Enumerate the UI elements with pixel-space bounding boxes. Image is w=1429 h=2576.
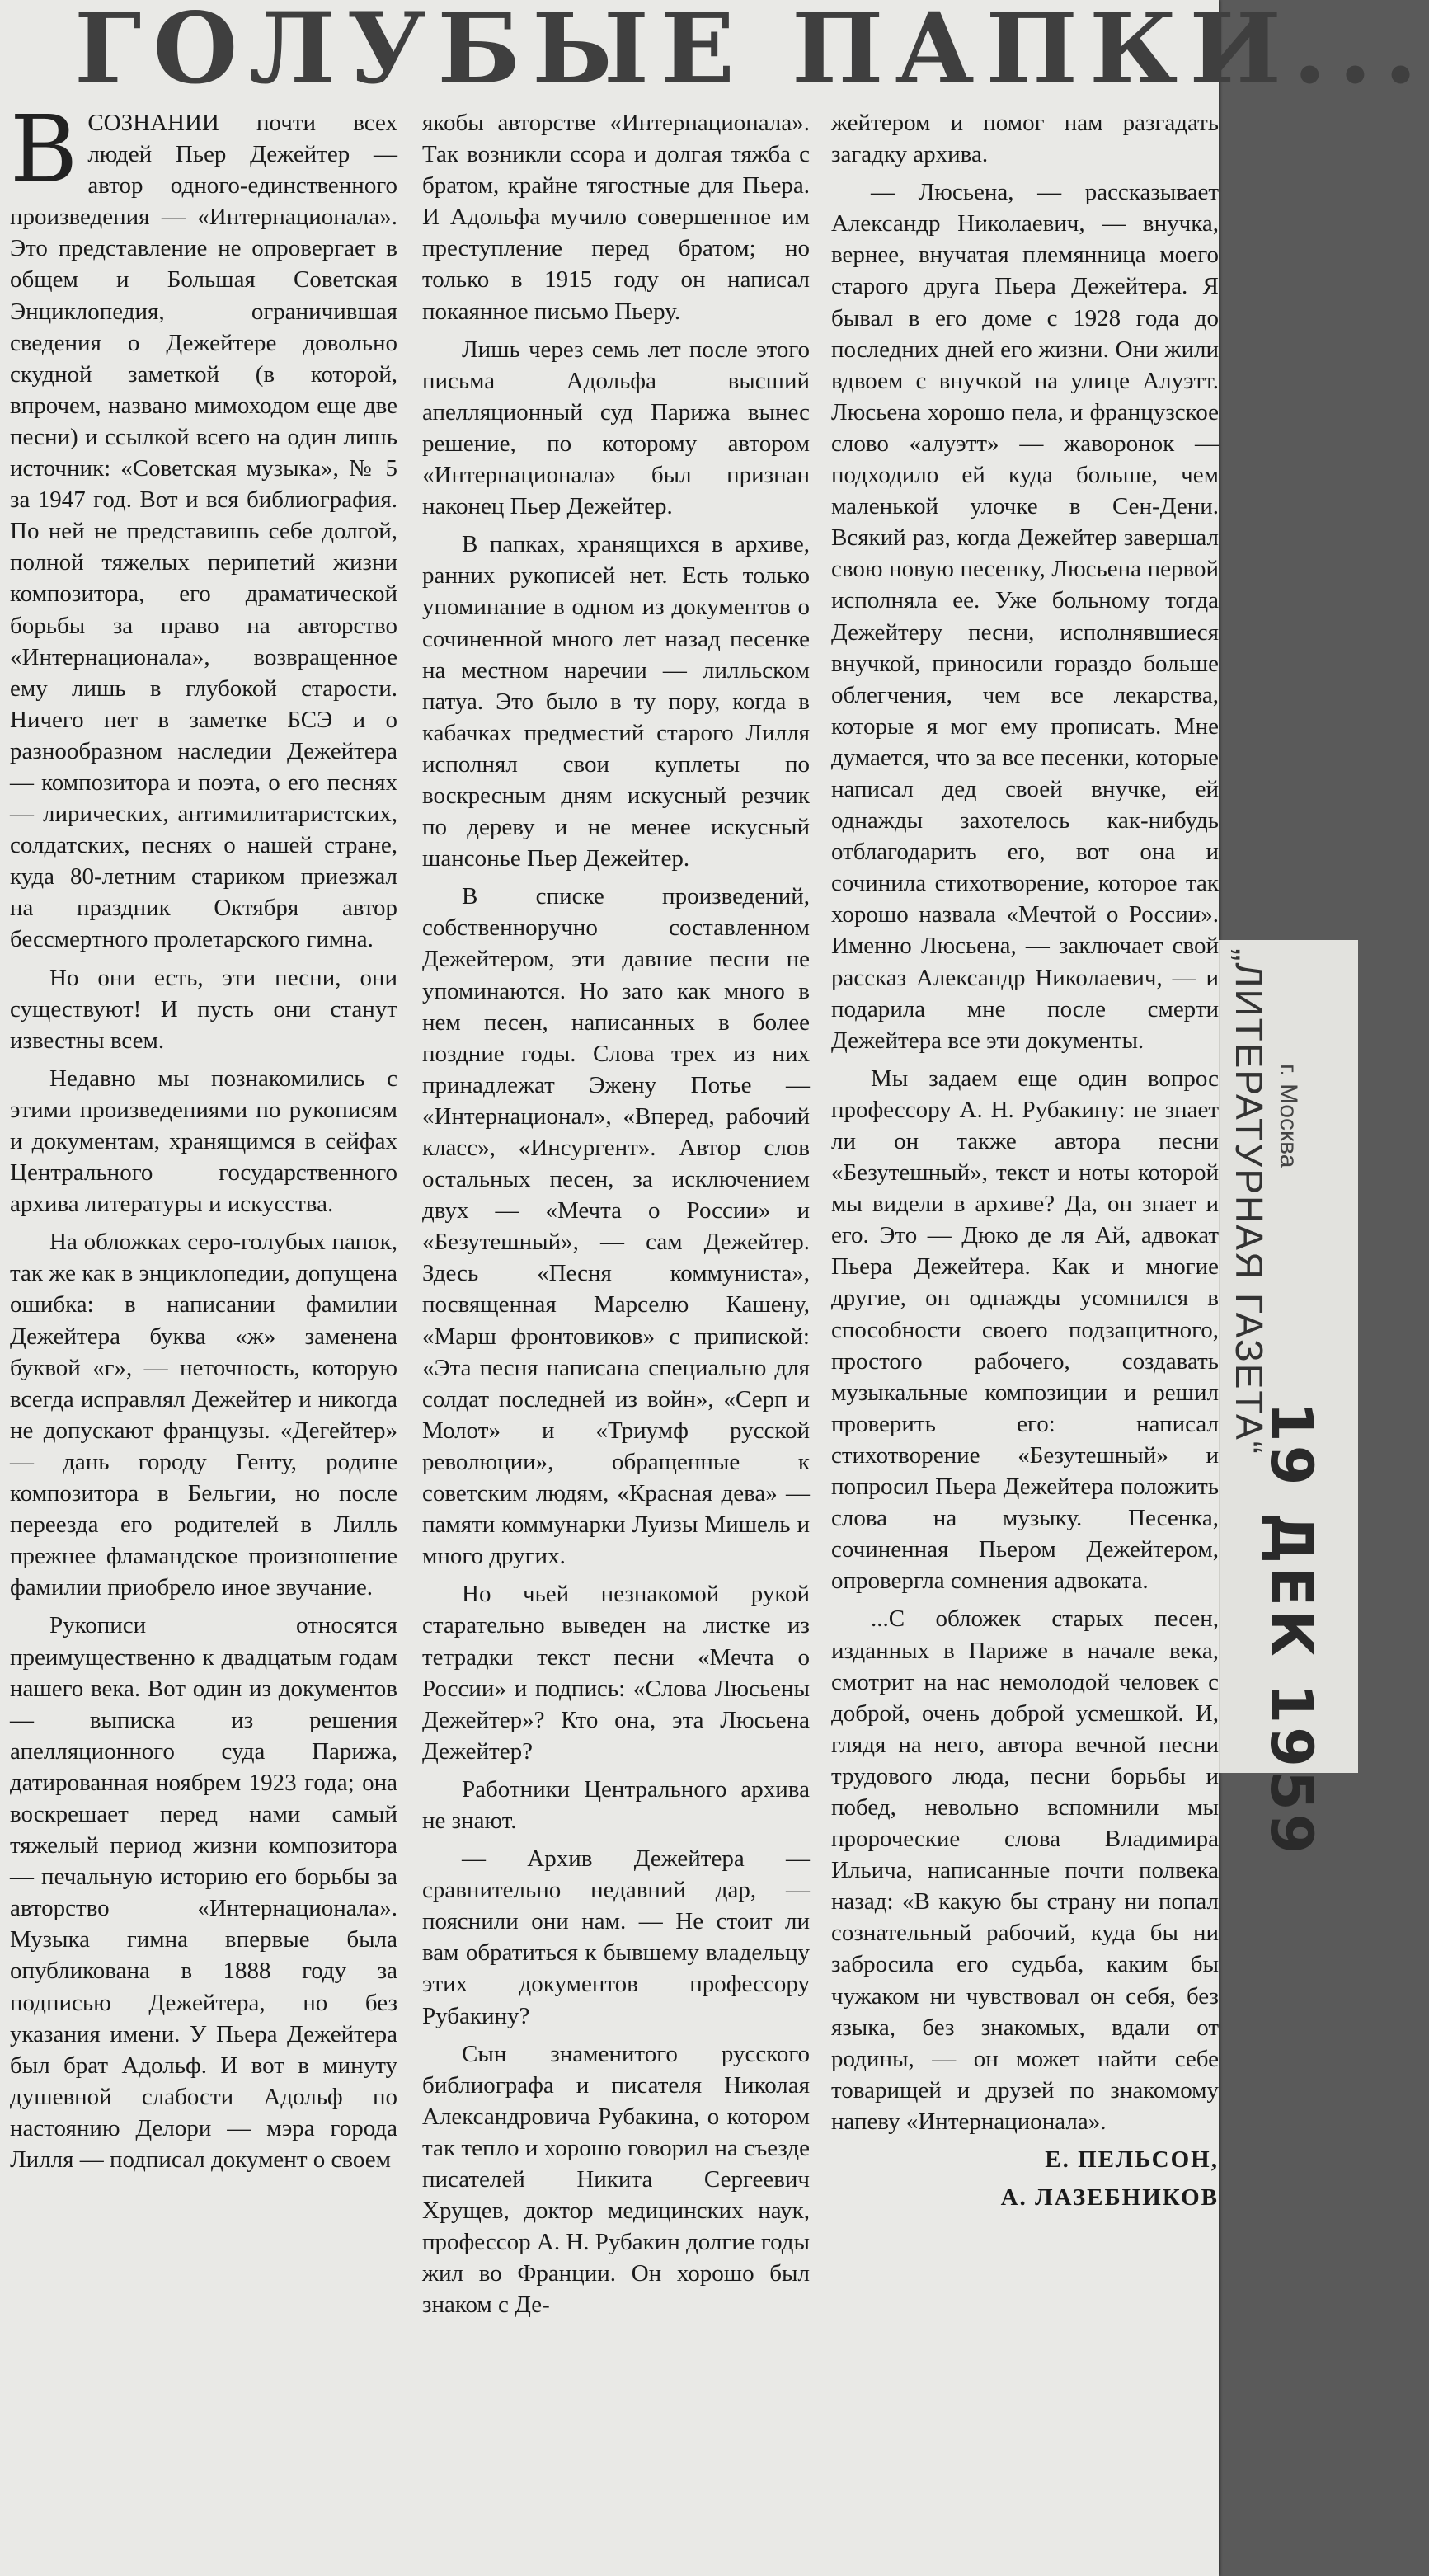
article-paragraph: Но чьей незнакомой рукой старательно выведен на листке из тетрадки текст песни «Мечта о России» и подпись: «Слова Люсьены Дежейтер»? Кто она, эта Люсьена Дежейтер? — [422, 1581, 810, 1765]
article-paragraph: В списке произведений, собственноручно составленном Дежейтером, эти давние песни не упоминаются. Но зато как много в нем песен, написанных в более поздние годы. Слова трех из них принадлежат Эжену Потье — «Интернационал», «Вперед, рабочий класс», «Инсургент». Автор слов остальных песен, за исключением двух — «Мечта о России» и «Безутешный», — сам Дежейтер. Здесь «Песня коммуниста», посвященная Марселю Кашену, «Марш фронтовиков» с припиской: «Эта песня написана специально для солдат последней из войн», «Серп и Молот» и «Триумф русской революции», обращенные к советским людям, «Красная дева» — памяти коммунарки Луизы Мишель и много других. — [422, 883, 810, 1570]
article-paragraph: Рукописи относятся преимущественно к двадцатым годам нашего века. Вот один из документов — выписка из решения апелляционного суда Парижа, датированная ноябрем 1923 года; она воскрешает перед нами самый тяжелый период жизни композитора — печальную историю его борьбы за авторство «Интернационала». Музыка гимна впервые была опубликована в 1888 году за подписью Дежейтера, но без указания имени. У Пьера Дежейтера был брат Адольф. И вот в минуту душевной слабости Адольф по настоянию Делори — мэра города Лилля — подписал документ о своем — [10, 1612, 397, 2173]
article-paragraph: — Архив Дежейтера — сравнительно недавний дар, — пояснили они нам. — Не стоит ли вам обратиться к бывшему владельцу этих документов профессору Рубакину? — [422, 1845, 810, 2029]
article-paragraph: Но они есть, эти песни, они существуют! И пусть они станут известны всем. — [10, 964, 397, 1054]
stamp-date: 19 ДЕК 1959 — [1257, 1402, 1325, 1858]
drop-cap: В — [10, 96, 78, 204]
author-signature: Е. ПЕЛЬСОН, — [1045, 2146, 1219, 2173]
article-paragraph: Работники Центрального архива не знают. — [422, 1775, 810, 1834]
article-paragraph: жейтером и помог нам разгадать загадку архива. — [831, 110, 1219, 168]
article-paragraph: ...С обложек старых песен, изданных в Париже в начале века, смотрит на нас немолодой человек с доброй, очень доброй усмешкой. И, глядя на него, автора вечной песни трудового люда, песни борьбы и побед, невольно вспомнили мы пророческие слова Владимира Ильича, написанные почти полвека назад: «В какую бы страну ни попал сознательный рабочий, куда бы ни забросила его судьба, каким бы чужаком ни чувствовал он себя, без языка, без знакомых, вдали от родины, — он может найти себе товарищей и друзей по знакомому напеву «Интернационала». — [831, 1605, 1219, 2135]
stamp-city: г. Москва — [1275, 1064, 1302, 1168]
article-paragraph: Недавно мы познакомились с этими произведениями по рукописям и документам, хранящимся в сейфах Центрального государственного архива литературы и искусства. — [10, 1065, 397, 1218]
article-paragraph: — Люсьена, — рассказывает Александр Николаевич, — внучка, вернее, внучатая племянница моего старого друга Пьера Дежейтера. Я бывал в его доме с 1928 года до последних дней его жизни. Они жили вдвоем с внучкой на улице Алуэтт. Люсьена хорошо пела, и французское слово «алуэтт» — жаворонок — подходило ей куда больше, чем маленькой улочке в Сен-Дени. Всякий раз, когда Дежейтер завершал свою новую песенку, Люсьена первой исполняла ее. Уже больному тогда Дежейтеру песни, исполнявшиеся внучкой, приносили гораздо больше облегчения, чем все лекарства, которые я мог ему прописать. Мне думается, что за все песенки, которые написал дед своей внучке, ей однажды захотелось как-нибудь отблагодарить его, вот она и сочинила стихотворение, которое так хорошо назвала «Мечтой о России». Именно Люсьена, — заключает свой рассказ Александр Николаевич, — и подарила мне после смерти Дежейтера все эти документы. — [831, 179, 1219, 1054]
article-column-2 — [422, 107, 810, 2573]
article-paragraph: В папках, хранящихся в архиве, ранних рукописей нет. Есть только упоминание в одном из документов о сочиненной много лет назад песенке на местном наречии — лилльском патуа. Это было в ту пору, когда в кабачках предместий старого Лилля исполнял свои куплеты по воскресным дням искусный резчик по дереву и не менее искусный шансонье Пьер Дежейтер. — [422, 531, 810, 872]
stamp-source: „ЛИТЕРАТУРНАЯ ГАЗЕТА“ — [1228, 948, 1271, 1455]
headline: ГОЛУБЫЕ ПАПКИ... — [74, 0, 1429, 106]
article-paragraph: якобы авторстве «Интернационала». Так возникли ссора и долгая тяжба с братом, крайне тягостные для Пьера. И Адольфа мучило совершенное им преступление перед братом; но только в 1915 году он написал покаянное письмо Пьеру. — [422, 110, 810, 325]
article-column-1 — [10, 96, 397, 2573]
article-paragraph: Сын знаменитого русского библиографа и писателя Николая Александровича Рубакина, о котором так тепло и хорошо говорил на съезде писателей Никита Сергеевич Хрущев, доктор медицинских наук, профессор А. Н. Рубакин долгие годы жил во Франции. Он хорошо был знаком с Де- — [422, 2040, 810, 2319]
article-paragraph: Лишь через семь лет после этого письма Адольфа высший апелляционный суд Парижа вынес решение, по которому автором «Интернационала» был признан наконец Пьер Дежейтер. — [422, 336, 810, 520]
article-column-3 — [831, 107, 1219, 2573]
article-paragraph: На обложках серо-голубых папок, так же как в энциклопедии, допущена ошибка: в написании фамилии Дежейтера буква «ж» заменена буквой «г», — неточность, которую всегда исправлял Дежейтер и никогда не допускают французы. «Дегейтер» — дань городу Генту, родине композитора в Бельгии, но после переезда его родителей в Лилль прежнее фламандское произношение фамилии приобрело иное звучание. — [10, 1229, 397, 1601]
article-paragraph: ВСОЗНАНИИ почти всех людей Пьер Дежейтер — автор одного-единственного произведения — «Интернационала». Это представление не опровергает в общем и Большая Советская Энциклопедия, ограничившая сведения о Дежейтере довольно скудной заметкой (в которой, впрочем, названо мимоходом еще две песни) и ссылкой всего на один лишь источник: «Советская музыка», № 5 за 1947 год. Вот и вся библиография. По ней не представишь себе долгой, полной тяжелых перипетий жизни композитора, его драматической борьбы за право на авторство «Интернационала», возвращенное ему лишь в глубокой старости. Ничего нет в заметке БСЭ и о разнообразном наследии Дежейтера — композитора и поэта, о его песнях — лирических, антимилитаристских, солдатских, песнях о нашей стране, куда 80-летним стариком приезжал на праздник Октября автор бессмертного пролетарского гимна. — [10, 96, 397, 953]
article-paragraph: Мы задаем еще один вопрос профессору А. Н. Рубакину: не знает ли он также автора песни «Безутешный», текст и ноты которой мы видели в архиве? Да, он знает и его. Это — Дюко де ля Ай, адвокат Пьера Дежейтера. Как и многие другие, он однажды усомнился в способности своего подзащитного, простого рабочего, создавать музыкальные композиции и решил проверить его: написал стихотворение «Безутешный» и попросил Пьера Дежейтера положить слова на музыку. Песенка, сочиненная Пьером Дежейтером, опровергла сомнения адвоката. — [831, 1065, 1219, 1595]
author-signature: А. ЛАЗЕБНИКОВ — [1000, 2184, 1219, 2212]
